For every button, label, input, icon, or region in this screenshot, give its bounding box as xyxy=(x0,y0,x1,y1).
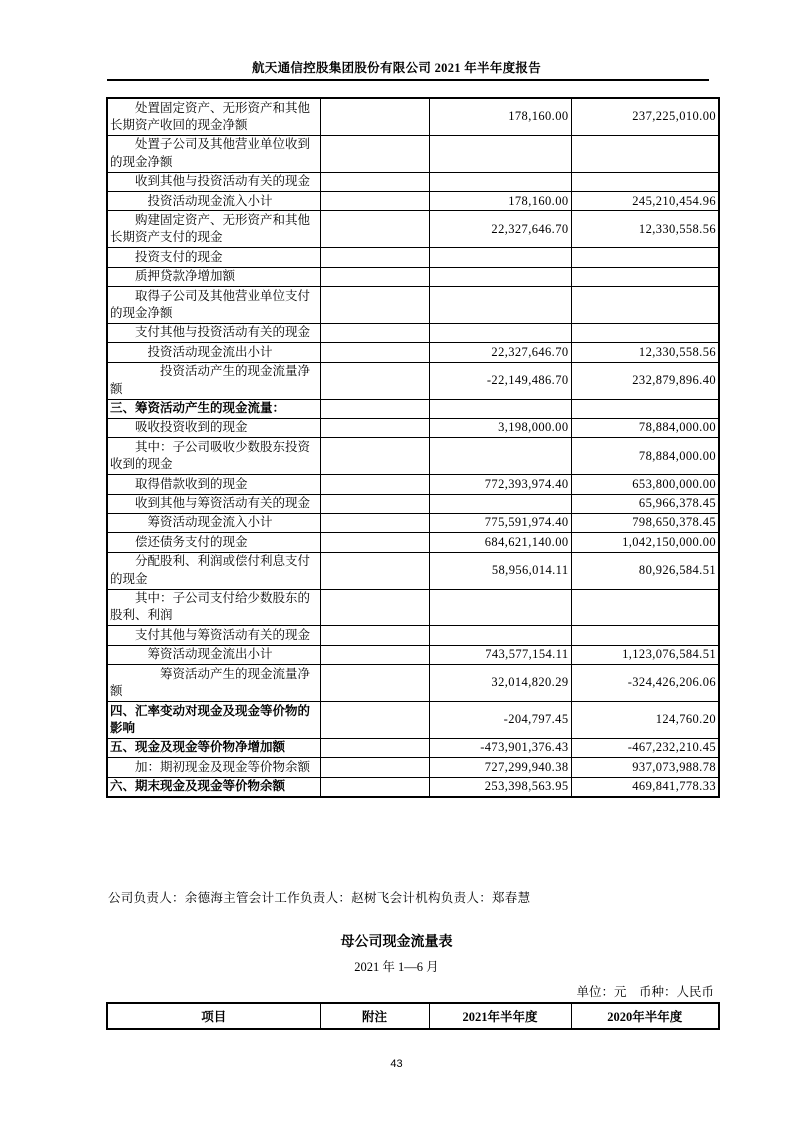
table-row xyxy=(107,738,719,757)
table-row xyxy=(107,645,719,664)
table-row xyxy=(107,323,719,342)
table-row xyxy=(107,418,719,437)
row-label: 取得子公司及其他营业单位支付的现金净额 xyxy=(107,287,320,324)
row-label: 其中：子公司吸收少数股东投资收到的现金 xyxy=(107,438,320,475)
row-value-2021: -204,797.45 xyxy=(429,702,571,739)
row-value-2020: 78,884,000.00 xyxy=(571,438,719,475)
row-value-2020 xyxy=(571,287,719,324)
row-value-2020: 12,330,558.56 xyxy=(571,343,719,362)
table-row xyxy=(107,362,719,399)
row-value-2020: 653,800,000.00 xyxy=(571,475,719,494)
row-note xyxy=(320,645,429,664)
row-value-2020: 78,884,000.00 xyxy=(571,418,719,437)
row-label: 投资活动产生的现金流量净额 xyxy=(107,362,320,399)
row-label: 筹资活动现金流出小计 xyxy=(107,645,320,664)
table-row xyxy=(107,494,719,513)
row-label: 筹资活动产生的现金流量净额 xyxy=(107,665,320,702)
row-label: 收到其他与筹资活动有关的现金 xyxy=(107,494,320,513)
row-note xyxy=(320,475,429,494)
responsible-persons-line: 公司负责人：余德海主管会计工作负责人：赵树飞会计机构负责人：郑春慧 xyxy=(108,891,531,905)
row-value-2020: 237,225,010.00 xyxy=(571,98,719,135)
row-value-2021 xyxy=(429,323,571,342)
row-label: 加：期初现金及现金等价物余额 xyxy=(107,758,320,777)
row-note xyxy=(320,758,429,777)
row-label: 其中：子公司支付给少数股东的股利、利润 xyxy=(107,589,320,626)
row-label: 处置固定资产、无形资产和其他长期资产收回的现金净额 xyxy=(107,98,320,135)
row-label: 投资支付的现金 xyxy=(107,248,320,267)
row-value-2021: 22,327,646.70 xyxy=(429,343,571,362)
row-value-2020: -324,426,206.06 xyxy=(571,665,719,702)
row-value-2021 xyxy=(429,438,571,475)
table-header-row xyxy=(107,1003,719,1029)
header-cell-2021: 2021年半年度 xyxy=(429,1003,571,1029)
row-value-2021: 22,327,646.70 xyxy=(429,211,571,248)
row-value-2021: 32,014,820.29 xyxy=(429,665,571,702)
table-row xyxy=(107,438,719,475)
row-note xyxy=(320,438,429,475)
table-row xyxy=(107,533,719,552)
row-label: 质押贷款净增加额 xyxy=(107,267,320,286)
row-value-2020 xyxy=(571,135,719,172)
row-value-2020: 124,760.20 xyxy=(571,702,719,739)
row-value-2021 xyxy=(429,172,571,191)
row-note xyxy=(320,494,429,513)
table-row xyxy=(107,665,719,702)
row-label: 筹资活动现金流入小计 xyxy=(107,513,320,532)
row-value-2020: 798,650,378.45 xyxy=(571,513,719,532)
row-value-2020 xyxy=(571,589,719,626)
row-label: 分配股利、利润或偿付利息支付的现金 xyxy=(107,552,320,589)
header-cell-note: 附注 xyxy=(320,1003,429,1029)
row-value-2020: 80,926,584.51 xyxy=(571,552,719,589)
row-label: 收到其他与投资活动有关的现金 xyxy=(107,172,320,191)
row-value-2020: 469,841,778.33 xyxy=(571,777,719,797)
row-value-2020: 12,330,558.56 xyxy=(571,211,719,248)
row-value-2021 xyxy=(429,589,571,626)
row-note xyxy=(320,98,429,135)
row-value-2021: -22,149,486.70 xyxy=(429,362,571,399)
row-note xyxy=(320,626,429,645)
parent-cashflow-period: 2021 年 1—6 月 xyxy=(354,960,439,974)
row-label: 投资活动现金流出小计 xyxy=(107,343,320,362)
table-row xyxy=(107,172,719,191)
row-value-2021 xyxy=(429,494,571,513)
row-note xyxy=(320,702,429,739)
header-cell-item: 项目 xyxy=(107,1003,320,1029)
table-row xyxy=(107,98,719,135)
row-value-2020 xyxy=(571,399,719,418)
table-row xyxy=(107,248,719,267)
row-note xyxy=(320,533,429,552)
table-row xyxy=(107,552,719,589)
page-number: 43 xyxy=(390,1058,403,1070)
parent-cashflow-header-table xyxy=(106,1002,720,1030)
row-value-2021: 178,160.00 xyxy=(429,192,571,211)
row-value-2021: -473,901,376.43 xyxy=(429,738,571,757)
row-note xyxy=(320,323,429,342)
row-value-2021: 743,577,154.11 xyxy=(429,645,571,664)
table-row xyxy=(107,758,719,777)
table-row xyxy=(107,777,719,797)
row-value-2020: 245,210,454.96 xyxy=(571,192,719,211)
row-label: 吸收投资收到的现金 xyxy=(107,418,320,437)
row-note xyxy=(320,738,429,757)
row-value-2021 xyxy=(429,135,571,172)
table-row xyxy=(107,211,719,248)
row-note xyxy=(320,362,429,399)
row-value-2021: 3,198,000.00 xyxy=(429,418,571,437)
row-note xyxy=(320,552,429,589)
row-value-2020: 1,123,076,584.51 xyxy=(571,645,719,664)
row-label: 投资活动现金流入小计 xyxy=(107,192,320,211)
row-note xyxy=(320,777,429,797)
row-label: 取得借款收到的现金 xyxy=(107,475,320,494)
header-rule xyxy=(107,79,709,81)
row-value-2020 xyxy=(571,172,719,191)
row-value-2021: 775,591,974.40 xyxy=(429,513,571,532)
table-row xyxy=(107,626,719,645)
table-row xyxy=(107,589,719,626)
table-row xyxy=(107,513,719,532)
row-value-2020: 232,879,896.40 xyxy=(571,362,719,399)
row-value-2021 xyxy=(429,626,571,645)
cashflow-table-body xyxy=(107,98,719,797)
row-value-2020: 937,073,988.78 xyxy=(571,758,719,777)
row-label: 偿还债务支付的现金 xyxy=(107,533,320,552)
table-row xyxy=(107,192,719,211)
row-label: 三、筹资活动产生的现金流量： xyxy=(107,399,320,418)
row-note xyxy=(320,248,429,267)
row-note xyxy=(320,513,429,532)
row-label: 支付其他与投资活动有关的现金 xyxy=(107,323,320,342)
header-cell-2020: 2020年半年度 xyxy=(571,1003,719,1029)
consolidated-cashflow-table-continued xyxy=(106,97,720,798)
table-row xyxy=(107,287,719,324)
row-note xyxy=(320,172,429,191)
row-value-2021: 253,398,563.95 xyxy=(429,777,571,797)
row-label: 六、期末现金及现金等价物余额 xyxy=(107,777,320,797)
row-value-2020: 1,042,150,000.00 xyxy=(571,533,719,552)
row-note xyxy=(320,589,429,626)
table-row xyxy=(107,475,719,494)
row-note xyxy=(320,211,429,248)
row-note xyxy=(320,267,429,286)
row-note xyxy=(320,135,429,172)
row-note xyxy=(320,399,429,418)
row-label: 支付其他与筹资活动有关的现金 xyxy=(107,626,320,645)
row-note xyxy=(320,343,429,362)
row-label: 处置子公司及其他营业单位收到的现金净额 xyxy=(107,135,320,172)
row-value-2021: 772,393,974.40 xyxy=(429,475,571,494)
row-value-2020 xyxy=(571,323,719,342)
table-row xyxy=(107,343,719,362)
row-value-2021 xyxy=(429,267,571,286)
row-note xyxy=(320,418,429,437)
row-value-2021: 178,160.00 xyxy=(429,98,571,135)
row-value-2021 xyxy=(429,287,571,324)
row-note xyxy=(320,192,429,211)
row-label: 五、现金及现金等价物净增加额 xyxy=(107,738,320,757)
row-value-2021 xyxy=(429,399,571,418)
row-note xyxy=(320,665,429,702)
row-note xyxy=(320,287,429,324)
row-value-2020: 65,966,378.45 xyxy=(571,494,719,513)
unit-currency-line: 单位：元 币种：人民币 xyxy=(576,985,714,999)
row-label: 四、汇率变动对现金及现金等价物的影响 xyxy=(107,702,320,739)
table-row xyxy=(107,399,719,418)
row-value-2020 xyxy=(571,626,719,645)
row-value-2021 xyxy=(429,248,571,267)
document-header-title: 航天通信控股集团股份有限公司 2021 年半年度报告 xyxy=(251,61,542,75)
table-row xyxy=(107,702,719,739)
row-value-2021: 727,299,940.38 xyxy=(429,758,571,777)
row-label: 购建固定资产、无形资产和其他长期资产支付的现金 xyxy=(107,211,320,248)
row-value-2020: -467,232,210.45 xyxy=(571,738,719,757)
row-value-2020 xyxy=(571,267,719,286)
table-row xyxy=(107,135,719,172)
row-value-2020 xyxy=(571,248,719,267)
row-value-2021: 58,956,014.11 xyxy=(429,552,571,589)
table-row xyxy=(107,267,719,286)
parent-cashflow-title: 母公司现金流量表 xyxy=(340,935,453,950)
row-value-2021: 684,621,140.00 xyxy=(429,533,571,552)
